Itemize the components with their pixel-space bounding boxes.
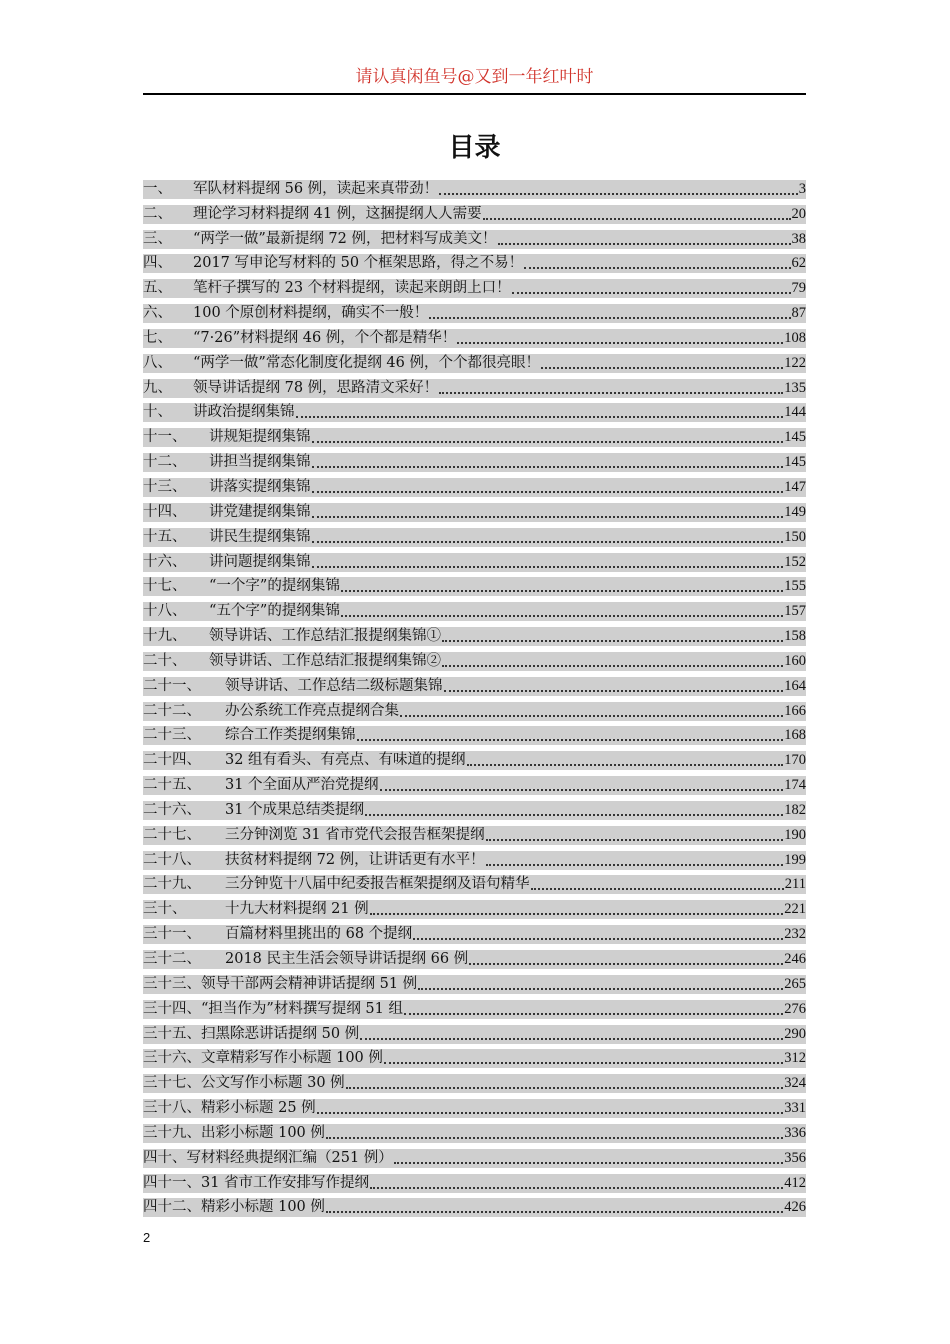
page-header: 请认真闲鱼号@又到一年红叶时 — [355, 67, 594, 87]
toc-entry-title: 精彩小标题 25 例 — [201, 1100, 316, 1117]
toc-entry[interactable] — [143, 547, 806, 572]
toc-entry[interactable] — [143, 224, 806, 249]
toc-entry-page: 324 — [784, 1075, 806, 1092]
toc-entry-page: 182 — [784, 801, 806, 818]
toc-entry-title: 领导讲话、工作总结汇报提纲集锦② — [209, 652, 441, 669]
toc-entry-highlight — [143, 925, 806, 944]
toc-leader-dots — [444, 677, 784, 696]
toc-entry-page: 155 — [784, 578, 806, 595]
toc-entry-highlight — [143, 1049, 806, 1068]
toc-entry-title: 精彩小标题 100 例 — [201, 1199, 325, 1216]
toc-entry-highlight — [143, 950, 806, 969]
toc-entry[interactable] — [143, 671, 806, 696]
toc-entry-page: 135 — [784, 379, 806, 396]
toc-entry-highlight — [143, 1074, 806, 1093]
toc-entry-title: 31 个成果总结类提纲 — [225, 801, 365, 818]
toc-entry-highlight — [143, 1149, 806, 1168]
toc-entry[interactable] — [143, 770, 806, 795]
toc-entry-page: 170 — [784, 752, 806, 769]
toc-entry-highlight — [143, 826, 806, 845]
toc-leader-dots — [524, 254, 790, 273]
toc-entry-highlight — [143, 528, 806, 547]
header-divider — [143, 93, 806, 95]
toc-entry-highlight — [143, 1174, 806, 1193]
toc-entry-highlight — [143, 379, 806, 398]
toc-entry[interactable] — [143, 596, 806, 621]
toc-entry-page: 211 — [784, 876, 806, 893]
toc-entry-page: 166 — [784, 702, 806, 719]
toc-entry[interactable] — [143, 745, 806, 770]
toc-leader-dots — [442, 627, 783, 646]
toc-entry-number: 十二、 — [143, 454, 187, 471]
toc-leader-dots — [442, 652, 783, 671]
toc-entry-title: 文章精彩写作小标题 100 例 — [201, 1050, 383, 1067]
toc-entry-title: 讲党建提纲集锦 — [209, 503, 311, 520]
toc-entry-number: 十六、 — [143, 553, 187, 570]
toc-entry-highlight — [143, 1124, 806, 1143]
toc-title: 目录 — [448, 133, 501, 163]
toc-entry-title: 领导讲话、工作总结汇报提纲集锦① — [209, 628, 441, 645]
toc-entry-number: 三十九、 — [143, 1124, 201, 1141]
toc-leader-dots — [341, 602, 783, 621]
toc-entry[interactable] — [143, 621, 806, 646]
toc-entry-title: 百篇材料里挑出的 68 个提纲 — [225, 926, 413, 943]
toc-entry-page: 336 — [784, 1124, 806, 1141]
toc-entry-page: 265 — [784, 975, 806, 992]
toc-leader-dots — [429, 304, 790, 323]
toc-entry-page: 246 — [784, 951, 806, 967]
toc-entry[interactable] — [143, 373, 806, 398]
toc-entry[interactable] — [143, 969, 806, 994]
toc-leader-dots — [326, 1124, 783, 1143]
toc-entry-highlight — [143, 403, 806, 422]
toc-entry-highlight — [143, 801, 806, 820]
toc-leader-dots — [486, 826, 784, 845]
toc-entry-number: 二十四、 — [143, 752, 201, 769]
toc-entry-title: 31 省市工作安排写作提纲 — [201, 1174, 370, 1191]
toc-leader-dots — [360, 1025, 783, 1044]
toc-entry-highlight — [143, 1198, 806, 1217]
toc-entry-title: 讲问题提纲集锦 — [209, 553, 311, 570]
toc-entry-number: 二、 — [143, 205, 172, 222]
toc-entry-highlight — [143, 354, 806, 373]
toc-entry-title: “一个字”的提纲集锦 — [209, 578, 340, 595]
toc-entry-number: 四、 — [143, 255, 172, 272]
toc-entry-title: 讲民生提纲集锦 — [209, 528, 311, 545]
toc-entry-number: 四十一、 — [143, 1174, 201, 1191]
toc-entry-number: 一、 — [143, 180, 172, 197]
toc-leader-dots — [498, 230, 791, 249]
toc-entry-page: 108 — [784, 329, 806, 346]
toc-leader-dots — [404, 1000, 783, 1019]
toc-entry-title: 综合工作类提纲集锦 — [225, 727, 356, 744]
toc-entry-page: 79 — [791, 280, 806, 297]
toc-entry[interactable] — [143, 795, 806, 820]
toc-entry[interactable] — [143, 273, 806, 298]
toc-entry-page: 190 — [784, 826, 806, 843]
toc-entry-highlight — [143, 702, 806, 721]
toc-entry-title: 三分钟览十八届中纪委报告框架提纲及语句精华 — [225, 876, 530, 893]
toc-entry-number: 二十五、 — [143, 777, 201, 794]
toc-entry-highlight — [143, 329, 806, 348]
toc-entry[interactable] — [143, 422, 806, 447]
toc-entry-title: 出彩小标题 100 例 — [201, 1124, 325, 1141]
toc-entry-number: 三十八、 — [143, 1100, 201, 1117]
toc-leader-dots — [413, 925, 783, 944]
toc-entry-page: 157 — [784, 603, 806, 620]
toc-leader-dots — [341, 577, 783, 596]
toc-entry[interactable] — [143, 1193, 806, 1218]
toc-entry-highlight — [143, 1099, 806, 1118]
toc-entry-number: 十四、 — [143, 503, 187, 520]
toc-entry-page: 145 — [784, 454, 806, 471]
toc-entry-number: 三十一、 — [143, 926, 201, 943]
toc-entry[interactable] — [143, 1068, 806, 1093]
toc-leader-dots — [312, 428, 784, 447]
toc-entry-page: 356 — [784, 1149, 806, 1166]
toc-entry-highlight — [143, 304, 806, 323]
toc-entry-number: 三十五、 — [143, 1025, 201, 1042]
toc-entry-title: 2018 民主生活会领导讲话提纲 66 例 — [225, 951, 469, 967]
toc-entry-page: 3 — [798, 180, 806, 197]
toc-leader-dots — [418, 975, 783, 994]
toc-entry-number: 七、 — [143, 329, 172, 346]
toc-leader-dots — [370, 900, 784, 919]
toc-entry-number: 八、 — [143, 354, 172, 371]
toc-entry-title: 十九大材料提纲 21 例 — [225, 901, 369, 918]
toc-entry-title: 讲规矩提纲集锦 — [209, 429, 311, 446]
toc-entry-highlight — [143, 279, 806, 298]
toc-leader-dots — [312, 553, 784, 572]
toc-leader-dots — [467, 751, 784, 770]
toc-entry-highlight — [143, 751, 806, 770]
toc-entry-page: 232 — [784, 926, 806, 943]
page-number: 2 — [143, 1230, 151, 1245]
toc-leader-dots — [312, 503, 784, 522]
toc-entry-page: 168 — [784, 727, 806, 744]
toc-entry-page: 122 — [784, 354, 806, 371]
toc-entry-page: 221 — [784, 901, 806, 918]
toc-entry[interactable] — [143, 199, 806, 224]
toc-entry-highlight — [143, 627, 806, 646]
toc-entry-title: 2017 写申论写材料的 50 个框架思路，得之不易！ — [193, 255, 524, 272]
toc-entry-number: 四十二、 — [143, 1199, 201, 1216]
toc-leader-dots — [312, 528, 784, 547]
toc-entry-title: 军队材料提纲 56 例，读起来真带劲！ — [193, 180, 439, 197]
toc-entry-title: 讲担当提纲集锦 — [209, 454, 311, 471]
toc-entry-page: 160 — [784, 652, 806, 669]
toc-entry-page: 149 — [784, 503, 806, 520]
toc-entry-page: 147 — [784, 478, 806, 495]
toc-leader-dots — [296, 403, 784, 422]
toc-entry[interactable] — [143, 721, 806, 746]
toc-entry-number: 十、 — [143, 404, 172, 421]
toc-entry-title: 领导讲话、工作总结二级标题集锦 — [225, 677, 443, 694]
toc-entry-number: 十八、 — [143, 603, 187, 620]
toc-entry-title: 三分钟浏览 31 省市党代会报告框架提纲 — [225, 826, 485, 843]
toc-entry-page: 199 — [784, 851, 806, 868]
toc-entry-highlight — [143, 180, 806, 199]
toc-entry-title: 领导讲话提纲 78 例，思路清文采好！ — [193, 379, 439, 396]
toc-leader-dots — [541, 354, 783, 373]
toc-entry[interactable] — [143, 298, 806, 323]
toc-entry-highlight — [143, 205, 806, 224]
toc-entry[interactable] — [143, 646, 806, 671]
toc-leader-dots — [312, 453, 784, 472]
toc-entry-page: 152 — [784, 553, 806, 570]
toc-entry-title: 扫黑除恶讲话提纲 50 例 — [201, 1025, 360, 1042]
toc-entry[interactable] — [143, 472, 806, 497]
toc-entry-title: 32 组有看头、有亮点、有味道的提纲 — [225, 752, 466, 769]
toc-leader-dots — [400, 702, 783, 721]
toc-entry-highlight — [143, 726, 806, 745]
toc-entry-highlight — [143, 1000, 806, 1019]
toc-entry-page: 38 — [791, 230, 806, 247]
toc-entry-number: 十五、 — [143, 528, 187, 545]
toc-entry-highlight — [143, 652, 806, 671]
toc-entry-title: 笔杆子撰写的 23 个材料提纲，读起来朗朗上口！ — [193, 280, 511, 297]
toc-entry-title: “两学一做”最新提纲 72 例，把材料写成美文！ — [193, 230, 497, 247]
toc-entry-page: 150 — [784, 528, 806, 545]
toc-leader-dots — [457, 329, 783, 348]
toc-entry-page: 144 — [784, 404, 806, 421]
toc-leader-dots — [365, 801, 783, 820]
toc-entry-number: 二十九、 — [143, 876, 201, 893]
toc-entry-page: 87 — [791, 305, 806, 322]
toc-entry[interactable] — [143, 398, 806, 423]
toc-entry-highlight — [143, 875, 806, 894]
toc-entry-number: 四十、 — [143, 1149, 187, 1166]
toc-entry-highlight — [143, 677, 806, 696]
toc-entry[interactable] — [143, 894, 806, 919]
toc-entry-title: 31 个全面从严治党提纲 — [225, 777, 379, 794]
toc-entry[interactable] — [143, 497, 806, 522]
toc-entry-page: 426 — [784, 1199, 806, 1216]
toc-leader-dots — [486, 851, 784, 870]
toc-entry-page: 412 — [784, 1174, 806, 1191]
toc-leader-dots — [380, 776, 784, 795]
toc-entry-page: 158 — [784, 628, 806, 645]
toc-entry-highlight — [143, 900, 806, 919]
toc-entry-number: 十一、 — [143, 429, 187, 446]
toc-leader-dots — [469, 950, 783, 969]
toc-entry-number: 三十四、 — [143, 1000, 201, 1017]
toc-entry-title: “两学一做”常态化制度化提纲 46 例，个个都很亮眼！ — [193, 354, 540, 371]
toc-entry-page: 164 — [784, 677, 806, 694]
toc-entry[interactable] — [143, 174, 806, 199]
toc-entry[interactable] — [143, 1019, 806, 1044]
toc-leader-dots — [439, 379, 783, 398]
toc-entry-number: 二十三、 — [143, 727, 201, 744]
toc-entry-highlight — [143, 975, 806, 994]
toc-leader-dots — [384, 1049, 783, 1068]
toc-entry-number: 三、 — [143, 230, 172, 247]
toc-leader-dots — [394, 1149, 783, 1168]
toc-entry[interactable] — [143, 348, 806, 373]
toc-entry[interactable] — [143, 323, 806, 348]
toc-entry-number: 六、 — [143, 305, 172, 322]
toc-entry-title: 办公系统工作亮点提纲合集 — [225, 702, 399, 719]
toc-leader-dots — [326, 1198, 783, 1217]
toc-leader-dots — [312, 478, 784, 497]
toc-entry[interactable] — [143, 522, 806, 547]
toc-leader-dots — [317, 1099, 784, 1118]
toc-entry[interactable] — [143, 820, 806, 845]
toc-entry[interactable] — [143, 696, 806, 721]
toc-entry-highlight — [143, 503, 806, 522]
toc-entry-number: 二十一、 — [143, 677, 201, 694]
toc-entry-highlight — [143, 553, 806, 572]
toc-entry[interactable] — [143, 919, 806, 944]
toc-leader-dots — [370, 1174, 783, 1193]
toc-entry-number: 九、 — [143, 379, 172, 396]
table-of-contents — [143, 174, 806, 1217]
toc-entry-highlight — [143, 428, 806, 447]
toc-leader-dots — [512, 279, 791, 298]
toc-entry[interactable] — [143, 1093, 806, 1118]
toc-entry-title: “五个字”的提纲集锦 — [209, 603, 340, 620]
toc-entry-page: 276 — [784, 1000, 806, 1017]
toc-entry-highlight — [143, 577, 806, 596]
toc-entry-page: 331 — [784, 1100, 806, 1117]
toc-entry-highlight — [143, 776, 806, 795]
toc-entry-highlight — [143, 478, 806, 497]
toc-entry-title: 讲政治提纲集锦 — [193, 404, 295, 421]
toc-entry-number: 三十、 — [143, 901, 187, 918]
toc-entry-number: 二十八、 — [143, 851, 201, 868]
toc-entry-title: 理论学习材料提纲 41 例，这捆提纲人人需要 — [193, 205, 482, 222]
toc-entry[interactable] — [143, 870, 806, 895]
toc-entry-page: 62 — [791, 255, 806, 272]
toc-entry-title: 100 个原创材料提纲，确实不一般！ — [193, 305, 429, 322]
toc-entry-title: 公文写作小标题 30 例 — [201, 1075, 345, 1092]
toc-leader-dots — [483, 205, 791, 224]
toc-entry-title: 写材料经典提纲汇编（251 例） — [186, 1149, 393, 1166]
toc-entry-title: 讲落实提纲集锦 — [209, 478, 311, 495]
toc-entry-highlight — [143, 1025, 806, 1044]
toc-entry[interactable] — [143, 1118, 806, 1143]
toc-entry[interactable] — [143, 1168, 806, 1193]
toc-entry-number: 二十六、 — [143, 801, 201, 818]
toc-entry-number: 二十七、 — [143, 826, 201, 843]
toc-entry[interactable] — [143, 572, 806, 597]
toc-entry-highlight — [143, 453, 806, 472]
toc-entry[interactable] — [143, 1044, 806, 1069]
toc-entry-title: “担当作为”材料撰写提纲 51 组 — [201, 1000, 403, 1017]
toc-entry-number: 十七、 — [143, 578, 187, 595]
toc-entry-highlight — [143, 230, 806, 249]
toc-entry-page: 20 — [791, 205, 806, 222]
toc-entry-number: 三十三、 — [143, 975, 201, 992]
toc-entry-title: 领导干部两会精神讲话提纲 51 例 — [201, 975, 418, 992]
toc-entry-number: 十三、 — [143, 478, 187, 495]
toc-entry-page: 174 — [784, 777, 806, 794]
toc-leader-dots — [357, 726, 784, 745]
toc-entry-title: “7·26”材料提纲 46 例，个个都是精华！ — [193, 329, 457, 346]
toc-entry-page: 312 — [784, 1050, 806, 1067]
toc-entry[interactable] — [143, 845, 806, 870]
toc-entry-highlight — [143, 602, 806, 621]
toc-leader-dots — [531, 875, 784, 894]
toc-entry-highlight — [143, 851, 806, 870]
toc-leader-dots — [346, 1074, 784, 1093]
toc-entry-number: 五、 — [143, 280, 172, 297]
toc-entry-page: 145 — [784, 429, 806, 446]
toc-entry-number: 十九、 — [143, 628, 187, 645]
toc-entry-highlight — [143, 254, 806, 273]
toc-entry[interactable] — [143, 944, 806, 969]
toc-entry-number: 三十六、 — [143, 1050, 201, 1067]
toc-entry[interactable] — [143, 1143, 806, 1168]
toc-entry-number: 三十二、 — [143, 951, 201, 967]
toc-entry[interactable] — [143, 447, 806, 472]
toc-entry[interactable] — [143, 994, 806, 1019]
toc-entry-number: 二十二、 — [143, 702, 201, 719]
toc-entry-title: 扶贫材料提纲 72 例，让讲话更有水平！ — [225, 851, 485, 868]
toc-entry-number: 三十七、 — [143, 1075, 201, 1092]
toc-entry-page: 290 — [784, 1025, 806, 1042]
toc-leader-dots — [439, 180, 798, 199]
toc-entry-number: 二十、 — [143, 652, 187, 669]
toc-entry[interactable] — [143, 249, 806, 274]
